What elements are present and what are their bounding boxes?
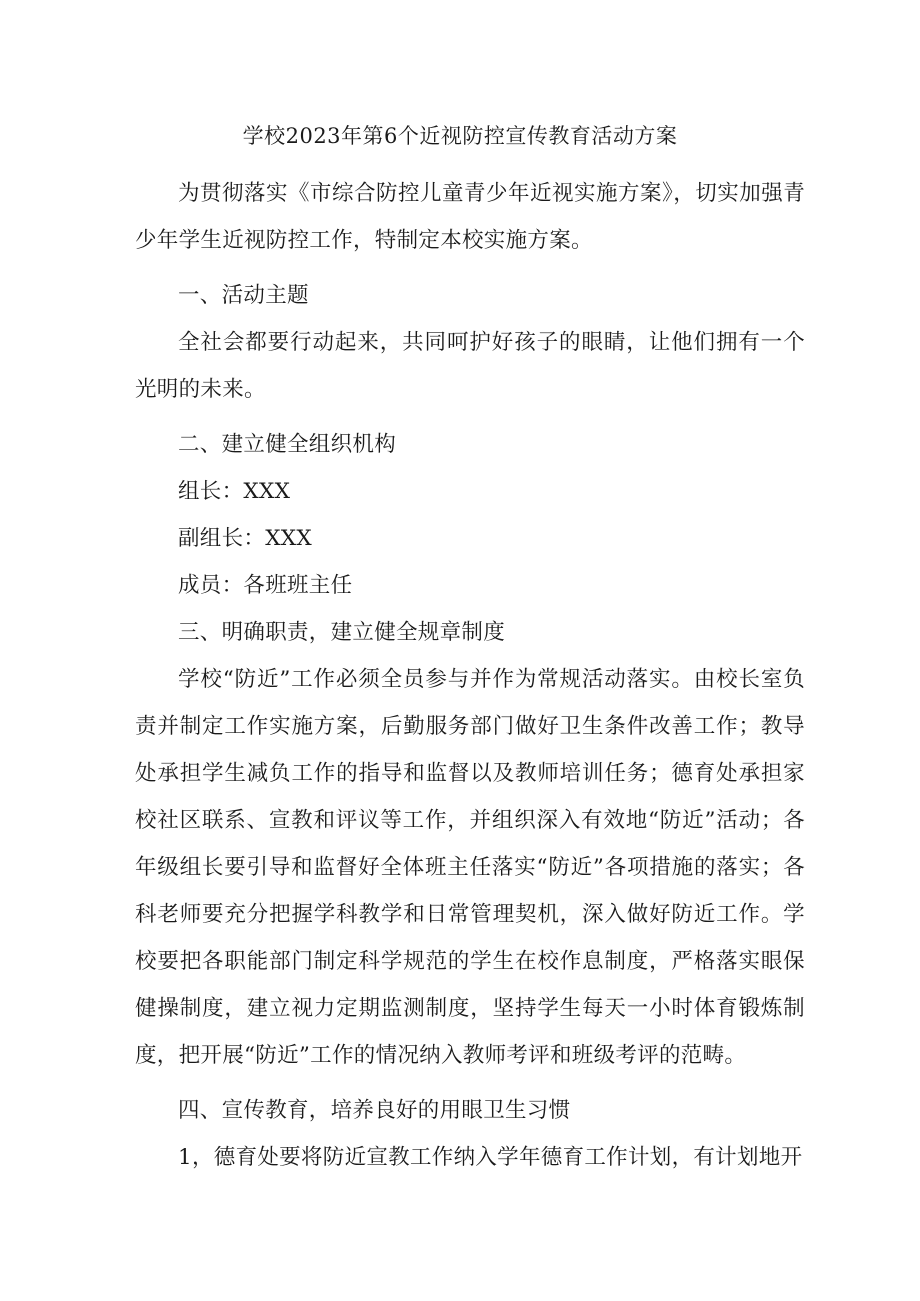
section-heading-theme: 一、活动主题 — [178, 283, 309, 308]
org-deputy-leader: 副组长：XXX — [178, 526, 313, 551]
document-body — [135, 170, 805, 1181]
org-leader: 组长：XXX — [178, 479, 291, 504]
responsibilities-paragraph: 学校“防近”工作必须全员参与并作为常规活动落实。由校长室负责并制定工作实施方案，后勤服务部门做好卫生条件改善工作；教导处承担学生减负工作的指导和监督以及教师培训任务；德育处承担家校社区联系、宣教和评议等工作，并组织深入有效地“防近”活动；各年级组长要引导和监督好全体班主任落实“防近”各项措施的落实；各科老师要充分把握学科教学和日常管理契机，深入做好防近工作。学校要把各职能部门制定科学规范的学生在校作息制度，严格落实眼保健操制度，建立视力定期监测制度，坚持学生每天一小时体育锻炼制度，把开展“防近”工作的情况纳入教师考评和班级考评的范畴。 — [135, 667, 805, 1068]
org-members: 成员：各班班主任 — [178, 573, 353, 598]
document-title: 学校2023年第6个近视防控宣传教育活动方案 — [242, 124, 678, 148]
education-paragraph-1: 1，德育处要将防近宣教工作纳入学年德育工作计划，有计划地开 — [178, 1145, 803, 1170]
theme-paragraph: 全社会都要行动起来，共同呵护好孩子的眼睛，让他们拥有一个光明的未来。 — [135, 330, 805, 402]
intro-paragraph: 为贯彻落实《市综合防控儿童青少年近视实施方案》，切实加强青少年学生近视防控工作，特制定本校实施方案。 — [135, 181, 805, 253]
section-heading-education: 四、宣传教育，培养良好的用眼卫生习惯 — [178, 1098, 571, 1123]
section-heading-organization: 二、建立健全组织机构 — [178, 432, 397, 457]
section-heading-responsibilities: 三、明确职责，建立健全规章制度 — [178, 620, 506, 645]
